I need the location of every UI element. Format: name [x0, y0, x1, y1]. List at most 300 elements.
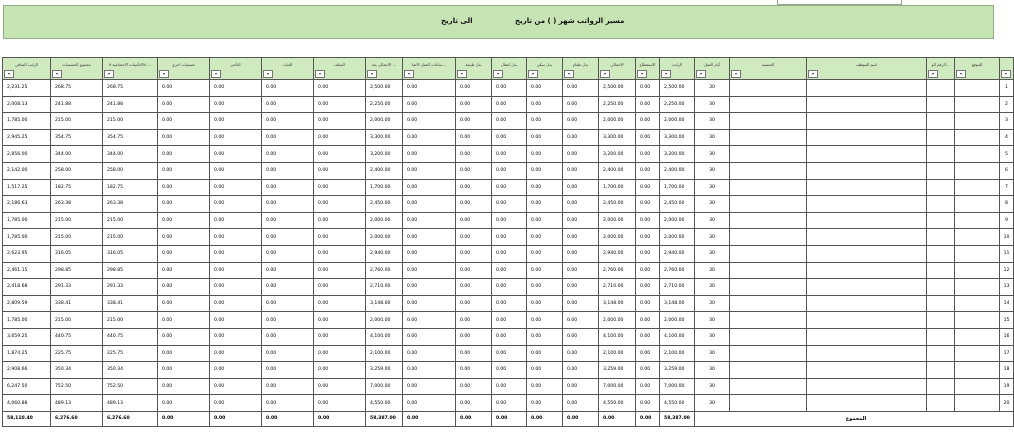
table-cell[interactable]: 0.00 [563, 245, 599, 262]
total-cell[interactable]: 58,387.00 [660, 411, 695, 426]
table-cell[interactable]: 0.00 [636, 312, 660, 329]
table-cell[interactable]: 7 [1000, 179, 1014, 196]
table-cell[interactable] [730, 395, 807, 412]
table-cell[interactable]: 2,710.00 [660, 279, 695, 296]
table-cell[interactable] [730, 179, 807, 196]
table-cell[interactable]: 0.00 [262, 96, 314, 113]
table-cell[interactable]: 0.00 [456, 196, 492, 213]
table-cell[interactable]: 0.00 [403, 113, 456, 130]
table-cell[interactable]: 2,000.00 [660, 312, 695, 329]
table-cell[interactable]: 1,517.25 [3, 179, 51, 196]
table-cell[interactable]: 0.00 [210, 295, 262, 312]
table-cell[interactable] [955, 196, 1000, 213]
filter-dropdown-icon[interactable]: ▾ [661, 70, 671, 78]
table-cell[interactable]: 30 [695, 162, 730, 179]
table-cell[interactable]: 0.00 [210, 362, 262, 379]
table-cell[interactable]: 0.00 [262, 312, 314, 329]
table-cell[interactable]: 2,186.63 [3, 196, 51, 213]
table-cell[interactable]: 0.00 [527, 162, 563, 179]
table-cell[interactable] [955, 328, 1000, 345]
table-cell[interactable]: 0.00 [158, 345, 210, 362]
table-cell[interactable]: 0.00 [262, 229, 314, 246]
table-cell[interactable] [807, 395, 927, 412]
table-cell[interactable] [955, 96, 1000, 113]
table-cell[interactable] [955, 229, 1000, 246]
table-cell[interactable]: 215.00 [51, 212, 103, 229]
table-cell[interactable]: 0.00 [314, 129, 366, 146]
table-cell[interactable]: 0.00 [403, 179, 456, 196]
table-cell[interactable]: 2,500.00 [660, 80, 695, 97]
filter-dropdown-icon[interactable]: ▾ [211, 70, 221, 78]
table-cell[interactable]: 7,000.00 [366, 378, 403, 395]
table-cell[interactable]: 15 [1000, 312, 1014, 329]
table-cell[interactable]: 298.85 [51, 262, 103, 279]
table-cell[interactable]: 0.00 [492, 295, 527, 312]
table-cell[interactable]: 0.00 [492, 378, 527, 395]
table-cell[interactable]: 30 [695, 129, 730, 146]
table-cell[interactable] [807, 80, 927, 97]
table-cell[interactable]: 0.00 [527, 362, 563, 379]
table-cell[interactable]: 0.00 [403, 378, 456, 395]
table-cell[interactable]: 0.00 [636, 113, 660, 130]
table-cell[interactable]: 0.00 [527, 312, 563, 329]
table-cell[interactable]: 0.00 [210, 179, 262, 196]
table-cell[interactable]: 2,450.00 [366, 196, 403, 213]
table-cell[interactable]: 0.00 [314, 362, 366, 379]
table-cell[interactable]: 2,940.00 [366, 245, 403, 262]
table-cell[interactable]: 2,000.00 [660, 113, 695, 130]
table-cell[interactable]: 0.00 [314, 113, 366, 130]
table-cell[interactable] [730, 312, 807, 329]
table-cell[interactable] [955, 395, 1000, 412]
table-cell[interactable]: 3,200.00 [599, 146, 636, 163]
table-cell[interactable] [807, 378, 927, 395]
table-cell[interactable]: 215.00 [103, 229, 158, 246]
table-cell[interactable]: 0.00 [492, 395, 527, 412]
filter-dropdown-icon[interactable]: ▾ [263, 70, 273, 78]
table-cell[interactable]: 2,908.66 [3, 362, 51, 379]
table-cell[interactable] [927, 113, 955, 130]
table-cell[interactable]: 0.00 [158, 129, 210, 146]
table-cell[interactable]: 0.00 [492, 179, 527, 196]
table-cell[interactable]: 0.00 [636, 146, 660, 163]
table-cell[interactable]: 0.00 [456, 162, 492, 179]
table-cell[interactable]: 0.00 [563, 196, 599, 213]
table-cell[interactable]: 30 [695, 312, 730, 329]
table-cell[interactable]: 12 [1000, 262, 1014, 279]
table-cell[interactable]: 0.00 [210, 328, 262, 345]
table-cell[interactable]: 0.00 [527, 245, 563, 262]
table-cell[interactable]: 0.00 [636, 395, 660, 412]
filter-dropdown-icon[interactable]: ▾ [159, 70, 169, 78]
table-cell[interactable]: 3,259.00 [660, 362, 695, 379]
table-cell[interactable]: 354.75 [103, 129, 158, 146]
table-cell[interactable]: 2,945.25 [3, 129, 51, 146]
table-cell[interactable]: 752.50 [51, 378, 103, 395]
table-cell[interactable]: 0.00 [563, 345, 599, 362]
table-cell[interactable]: 2,400.00 [599, 162, 636, 179]
table-cell[interactable]: 0.00 [262, 328, 314, 345]
table-cell[interactable]: 0.00 [563, 328, 599, 345]
table-cell[interactable] [807, 328, 927, 345]
table-cell[interactable]: 0.00 [636, 96, 660, 113]
table-cell[interactable]: 0.00 [527, 113, 563, 130]
table-cell[interactable]: 2,100.00 [599, 345, 636, 362]
table-cell[interactable]: 30 [695, 295, 730, 312]
table-cell[interactable]: 0.00 [210, 146, 262, 163]
table-cell[interactable]: 0.00 [636, 262, 660, 279]
table-cell[interactable] [730, 262, 807, 279]
table-cell[interactable]: 0.00 [262, 162, 314, 179]
table-cell[interactable]: 2,418.68 [3, 279, 51, 296]
table-cell[interactable]: 1,785.00 [3, 212, 51, 229]
table-cell[interactable]: 0.00 [563, 96, 599, 113]
table-cell[interactable]: 0.00 [210, 229, 262, 246]
table-cell[interactable] [927, 395, 955, 412]
table-cell[interactable]: 0.00 [563, 212, 599, 229]
table-cell[interactable]: 2,760.00 [366, 262, 403, 279]
table-cell[interactable] [927, 212, 955, 229]
table-cell[interactable]: 0.00 [456, 295, 492, 312]
table-cell[interactable]: 0.00 [403, 245, 456, 262]
table-cell[interactable]: 0.00 [158, 395, 210, 412]
table-cell[interactable]: 3,300.00 [366, 129, 403, 146]
table-cell[interactable]: 0.00 [636, 362, 660, 379]
table-cell[interactable] [955, 162, 1000, 179]
filter-dropdown-icon[interactable]: ▾ [493, 70, 503, 78]
table-cell[interactable]: 0.00 [158, 262, 210, 279]
table-cell[interactable]: 3,200.00 [366, 146, 403, 163]
filter-dropdown-icon[interactable]: ▾ [528, 70, 538, 78]
table-cell[interactable] [927, 279, 955, 296]
table-cell[interactable]: 0.00 [314, 162, 366, 179]
table-cell[interactable]: 0.00 [527, 395, 563, 412]
table-cell[interactable]: 241.88 [51, 96, 103, 113]
table-cell[interactable] [730, 362, 807, 379]
table-cell[interactable]: 258.00 [103, 162, 158, 179]
table-cell[interactable]: 8 [1000, 196, 1014, 213]
table-cell[interactable]: 0.00 [314, 245, 366, 262]
table-cell[interactable]: 0.00 [456, 345, 492, 362]
table-cell[interactable]: 2,250.00 [660, 96, 695, 113]
table-cell[interactable]: 0.00 [563, 229, 599, 246]
table-cell[interactable]: 2,250.00 [599, 96, 636, 113]
filter-dropdown-icon[interactable]: ▾ [4, 70, 14, 78]
table-cell[interactable]: 338.41 [103, 295, 158, 312]
table-cell[interactable]: 0.00 [456, 362, 492, 379]
table-cell[interactable]: 17 [1000, 345, 1014, 362]
table-cell[interactable]: 0.00 [403, 96, 456, 113]
table-cell[interactable]: 0.00 [158, 196, 210, 213]
table-cell[interactable] [927, 146, 955, 163]
table-cell[interactable]: 0.00 [210, 245, 262, 262]
table-cell[interactable]: 2,623.95 [3, 245, 51, 262]
table-cell[interactable] [730, 245, 807, 262]
table-cell[interactable]: 0.00 [314, 395, 366, 412]
table-cell[interactable]: 30 [695, 229, 730, 246]
table-cell[interactable] [807, 212, 927, 229]
filter-dropdown-icon[interactable]: ▾ [404, 70, 414, 78]
table-cell[interactable]: 0.00 [563, 179, 599, 196]
table-cell[interactable]: 0.00 [314, 229, 366, 246]
table-cell[interactable]: 0.00 [158, 378, 210, 395]
total-cell[interactable]: 0.00 [527, 411, 563, 426]
table-cell[interactable]: 3,259.00 [366, 362, 403, 379]
table-cell[interactable]: 0.00 [158, 312, 210, 329]
table-cell[interactable]: 0.00 [314, 146, 366, 163]
table-cell[interactable] [955, 129, 1000, 146]
table-cell[interactable] [807, 96, 927, 113]
table-cell[interactable] [807, 129, 927, 146]
table-cell[interactable] [927, 295, 955, 312]
table-cell[interactable] [955, 312, 1000, 329]
table-cell[interactable] [807, 162, 927, 179]
total-cell[interactable]: 0.00 [158, 411, 210, 426]
table-cell[interactable]: 0.00 [158, 146, 210, 163]
table-cell[interactable]: 30 [695, 245, 730, 262]
table-cell[interactable]: 2,500.00 [599, 80, 636, 97]
table-cell[interactable] [730, 212, 807, 229]
table-cell[interactable]: 350.34 [51, 362, 103, 379]
table-cell[interactable]: 0.00 [210, 378, 262, 395]
table-cell[interactable]: 0.00 [314, 179, 366, 196]
table-cell[interactable]: 0.00 [314, 96, 366, 113]
table-cell[interactable] [955, 262, 1000, 279]
table-cell[interactable]: 1,874.25 [3, 345, 51, 362]
table-cell[interactable]: 350.34 [103, 362, 158, 379]
table-cell[interactable]: 268.75 [51, 80, 103, 97]
table-cell[interactable]: 30 [695, 212, 730, 229]
table-cell[interactable]: 0.00 [563, 113, 599, 130]
total-cell[interactable]: 0.00 [599, 411, 636, 426]
filter-dropdown-icon[interactable]: ▾ [600, 70, 610, 78]
table-cell[interactable]: 0.00 [563, 312, 599, 329]
table-cell[interactable]: 0.00 [456, 312, 492, 329]
table-cell[interactable]: 0.00 [262, 146, 314, 163]
table-cell[interactable] [927, 80, 955, 97]
table-cell[interactable] [730, 345, 807, 362]
table-cell[interactable] [927, 96, 955, 113]
table-cell[interactable]: 0.00 [527, 279, 563, 296]
table-cell[interactable]: 0.00 [563, 279, 599, 296]
table-cell[interactable]: 2,710.00 [599, 279, 636, 296]
table-cell[interactable]: 0.00 [527, 328, 563, 345]
table-cell[interactable]: 0.00 [210, 80, 262, 97]
table-cell[interactable] [927, 378, 955, 395]
table-cell[interactable]: 0.00 [456, 179, 492, 196]
table-cell[interactable]: 0.00 [262, 129, 314, 146]
table-cell[interactable] [730, 113, 807, 130]
table-cell[interactable] [807, 179, 927, 196]
table-cell[interactable] [730, 196, 807, 213]
table-cell[interactable]: 2,000.00 [599, 312, 636, 329]
table-cell[interactable]: 0.00 [492, 312, 527, 329]
table-cell[interactable]: 0.00 [262, 395, 314, 412]
table-cell[interactable]: 3,148.00 [366, 295, 403, 312]
table-cell[interactable]: 0.00 [492, 162, 527, 179]
table-cell[interactable]: 4,550.00 [660, 395, 695, 412]
table-cell[interactable]: 6 [1000, 162, 1014, 179]
table-cell[interactable] [730, 295, 807, 312]
table-cell[interactable] [927, 328, 955, 345]
table-cell[interactable]: 354.75 [51, 129, 103, 146]
total-cell[interactable]: 6,276.60 [51, 411, 103, 426]
table-cell[interactable]: 215.00 [103, 312, 158, 329]
table-cell[interactable]: 215.00 [51, 229, 103, 246]
table-cell[interactable] [730, 80, 807, 97]
table-cell[interactable]: 4,550.00 [599, 395, 636, 412]
table-cell[interactable]: 0.00 [492, 328, 527, 345]
total-cell[interactable]: 0.00 [314, 411, 366, 426]
table-cell[interactable]: 0.00 [158, 295, 210, 312]
table-cell[interactable]: 5 [1000, 146, 1014, 163]
table-cell[interactable]: 0.00 [456, 378, 492, 395]
table-cell[interactable]: 9 [1000, 212, 1014, 229]
table-cell[interactable] [955, 345, 1000, 362]
table-cell[interactable]: 2,250.00 [366, 96, 403, 113]
total-cell[interactable]: 0.00 [492, 411, 527, 426]
table-cell[interactable]: 0.00 [636, 378, 660, 395]
table-cell[interactable]: 0.00 [314, 378, 366, 395]
table-cell[interactable]: 0.00 [456, 96, 492, 113]
table-cell[interactable]: 440.75 [51, 328, 103, 345]
total-cell[interactable]: 0.00 [563, 411, 599, 426]
filter-dropdown-icon[interactable]: ▾ [104, 70, 114, 78]
table-cell[interactable]: 0.00 [262, 80, 314, 97]
table-cell[interactable]: 291.33 [103, 279, 158, 296]
table-cell[interactable]: 0.00 [492, 345, 527, 362]
table-cell[interactable]: 182.75 [51, 179, 103, 196]
table-cell[interactable]: 3,300.00 [599, 129, 636, 146]
table-cell[interactable]: 0.00 [563, 129, 599, 146]
total-cell[interactable]: 58,387.00 [366, 411, 403, 426]
table-cell[interactable]: 0.00 [403, 395, 456, 412]
table-cell[interactable]: 30 [695, 345, 730, 362]
table-cell[interactable] [955, 212, 1000, 229]
table-cell[interactable]: 0.00 [527, 96, 563, 113]
table-cell[interactable]: 7,000.00 [599, 378, 636, 395]
table-cell[interactable]: 0.00 [403, 146, 456, 163]
table-cell[interactable]: 14 [1000, 295, 1014, 312]
table-cell[interactable]: 0.00 [210, 96, 262, 113]
table-cell[interactable]: 0.00 [527, 129, 563, 146]
table-cell[interactable]: 2,000.00 [599, 113, 636, 130]
table-cell[interactable]: 2,856.00 [3, 146, 51, 163]
table-cell[interactable]: 263.38 [51, 196, 103, 213]
table-cell[interactable]: 30 [695, 146, 730, 163]
table-cell[interactable] [955, 378, 1000, 395]
table-cell[interactable]: 2,100.00 [660, 345, 695, 362]
table-cell[interactable]: 4,100.00 [599, 328, 636, 345]
table-cell[interactable]: 0.00 [314, 295, 366, 312]
table-cell[interactable]: 0.00 [636, 328, 660, 345]
table-cell[interactable] [927, 245, 955, 262]
table-cell[interactable]: 0.00 [563, 162, 599, 179]
table-cell[interactable] [955, 113, 1000, 130]
table-cell[interactable]: 0.00 [314, 345, 366, 362]
table-cell[interactable] [807, 295, 927, 312]
total-cell[interactable]: 6,276.60 [103, 411, 158, 426]
table-cell[interactable]: 0.00 [262, 279, 314, 296]
table-cell[interactable]: 440.75 [103, 328, 158, 345]
table-cell[interactable]: 0.00 [563, 146, 599, 163]
table-cell[interactable]: 0.00 [210, 162, 262, 179]
table-cell[interactable]: 0.00 [636, 212, 660, 229]
table-cell[interactable]: 0.00 [492, 245, 527, 262]
table-cell[interactable]: 20 [1000, 395, 1014, 412]
total-cell[interactable]: 0.00 [210, 411, 262, 426]
table-cell[interactable] [927, 262, 955, 279]
table-cell[interactable]: 0.00 [314, 312, 366, 329]
table-cell[interactable]: 215.00 [103, 113, 158, 130]
table-cell[interactable]: 0.00 [158, 162, 210, 179]
filter-dropdown-icon[interactable]: ▾ [315, 70, 325, 78]
total-cell[interactable]: 0.00 [456, 411, 492, 426]
table-cell[interactable]: 2,940.00 [599, 245, 636, 262]
table-cell[interactable]: 0.00 [527, 146, 563, 163]
table-cell[interactable]: 30 [695, 96, 730, 113]
table-cell[interactable]: 215.00 [103, 212, 158, 229]
table-cell[interactable]: 0.00 [636, 345, 660, 362]
table-cell[interactable]: 1,700.00 [660, 179, 695, 196]
table-cell[interactable]: 0.00 [563, 295, 599, 312]
table-cell[interactable]: 2,450.00 [599, 196, 636, 213]
table-cell[interactable]: 0.00 [492, 196, 527, 213]
table-cell[interactable]: 0.00 [403, 295, 456, 312]
table-cell[interactable] [927, 229, 955, 246]
table-cell[interactable]: 0.00 [636, 229, 660, 246]
table-cell[interactable]: 0.00 [636, 80, 660, 97]
table-cell[interactable]: 0.00 [456, 245, 492, 262]
table-cell[interactable]: 225.75 [103, 345, 158, 362]
table-cell[interactable]: 0.00 [527, 229, 563, 246]
table-cell[interactable]: 2,400.00 [366, 162, 403, 179]
table-cell[interactable]: 291.33 [51, 279, 103, 296]
table-cell[interactable]: 19 [1000, 378, 1014, 395]
filter-dropdown-icon[interactable]: ▾ [808, 70, 818, 78]
table-cell[interactable] [955, 279, 1000, 296]
table-cell[interactable]: 0.00 [262, 362, 314, 379]
table-cell[interactable]: 2 [1000, 96, 1014, 113]
table-cell[interactable] [927, 196, 955, 213]
table-cell[interactable]: 0.00 [492, 229, 527, 246]
table-cell[interactable] [730, 328, 807, 345]
table-cell[interactable]: 0.00 [636, 279, 660, 296]
table-cell[interactable]: 30 [695, 328, 730, 345]
table-cell[interactable]: 0.00 [492, 212, 527, 229]
table-cell[interactable]: 1,785.00 [3, 229, 51, 246]
table-cell[interactable] [927, 312, 955, 329]
table-cell[interactable]: 268.75 [103, 80, 158, 97]
table-cell[interactable]: 4 [1000, 129, 1014, 146]
table-cell[interactable]: 0.00 [636, 129, 660, 146]
table-cell[interactable]: 0.00 [314, 212, 366, 229]
table-cell[interactable]: 0.00 [262, 245, 314, 262]
table-cell[interactable]: 0.00 [636, 162, 660, 179]
table-cell[interactable]: 0.00 [262, 345, 314, 362]
table-cell[interactable]: 0.00 [262, 295, 314, 312]
total-cell[interactable]: 0.00 [636, 411, 660, 426]
table-cell[interactable] [807, 196, 927, 213]
table-cell[interactable]: 2,461.15 [3, 262, 51, 279]
table-cell[interactable]: 0.00 [492, 113, 527, 130]
table-cell[interactable]: 182.75 [103, 179, 158, 196]
table-cell[interactable] [730, 279, 807, 296]
table-cell[interactable]: 0.00 [403, 162, 456, 179]
table-cell[interactable]: 0.00 [314, 262, 366, 279]
table-cell[interactable]: 2,809.59 [3, 295, 51, 312]
table-cell[interactable]: 0.00 [563, 378, 599, 395]
